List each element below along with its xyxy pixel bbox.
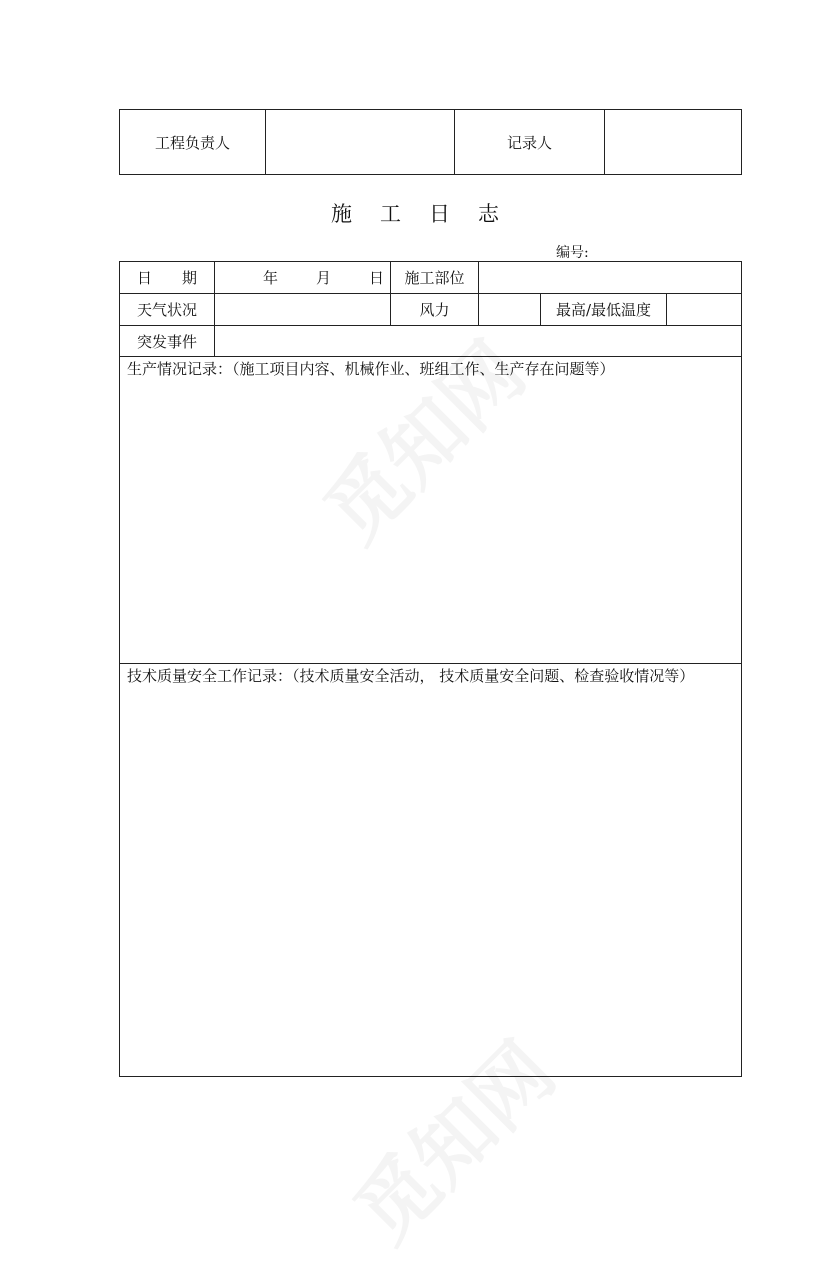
engineer-label: 工程负责人 xyxy=(154,133,230,152)
recorder-label: 记录人 xyxy=(506,133,552,152)
incident-label: 突发事件 xyxy=(136,332,197,351)
incident-field[interactable] xyxy=(215,326,741,356)
header-table xyxy=(119,109,742,175)
date-label xyxy=(120,262,214,293)
engineer-value-field[interactable] xyxy=(266,110,454,174)
quality-record-label: 技术质量安全工作记录：（技术质量安全活动， 技术质量安全问题、检查验收情况等） xyxy=(127,667,695,685)
weather-field[interactable] xyxy=(215,294,390,325)
temperature-field[interactable] xyxy=(667,294,741,325)
title-char: 施 xyxy=(331,202,352,226)
location-field[interactable] xyxy=(479,262,741,293)
page-title xyxy=(0,198,830,228)
weather-label: 天气状况 xyxy=(136,301,197,319)
serial-number-label: 编号: xyxy=(556,245,589,261)
production-record-label: 生产情况记录：（施工项目内容、机械作业、班组工作、生产存在问题等） xyxy=(127,360,615,378)
quality-record-area[interactable] xyxy=(120,664,741,1076)
date-label-char: 期 xyxy=(182,269,198,287)
date-field[interactable] xyxy=(215,262,390,293)
title-char: 工 xyxy=(380,202,401,226)
location-label: 施工部位 xyxy=(404,269,465,287)
date-label-char: 日 xyxy=(136,269,152,287)
recorder-value-field[interactable] xyxy=(605,110,741,174)
title-char: 日 xyxy=(429,202,450,226)
title-char: 志 xyxy=(478,202,499,226)
wind-field[interactable] xyxy=(479,294,540,325)
month-label: 月 xyxy=(315,269,331,287)
day-label: 日 xyxy=(368,269,384,287)
wind-label: 风力 xyxy=(419,301,450,319)
year-label: 年 xyxy=(262,269,278,287)
temperature-label: 最高/最低温度 xyxy=(555,301,652,319)
production-record-area[interactable] xyxy=(120,357,741,663)
